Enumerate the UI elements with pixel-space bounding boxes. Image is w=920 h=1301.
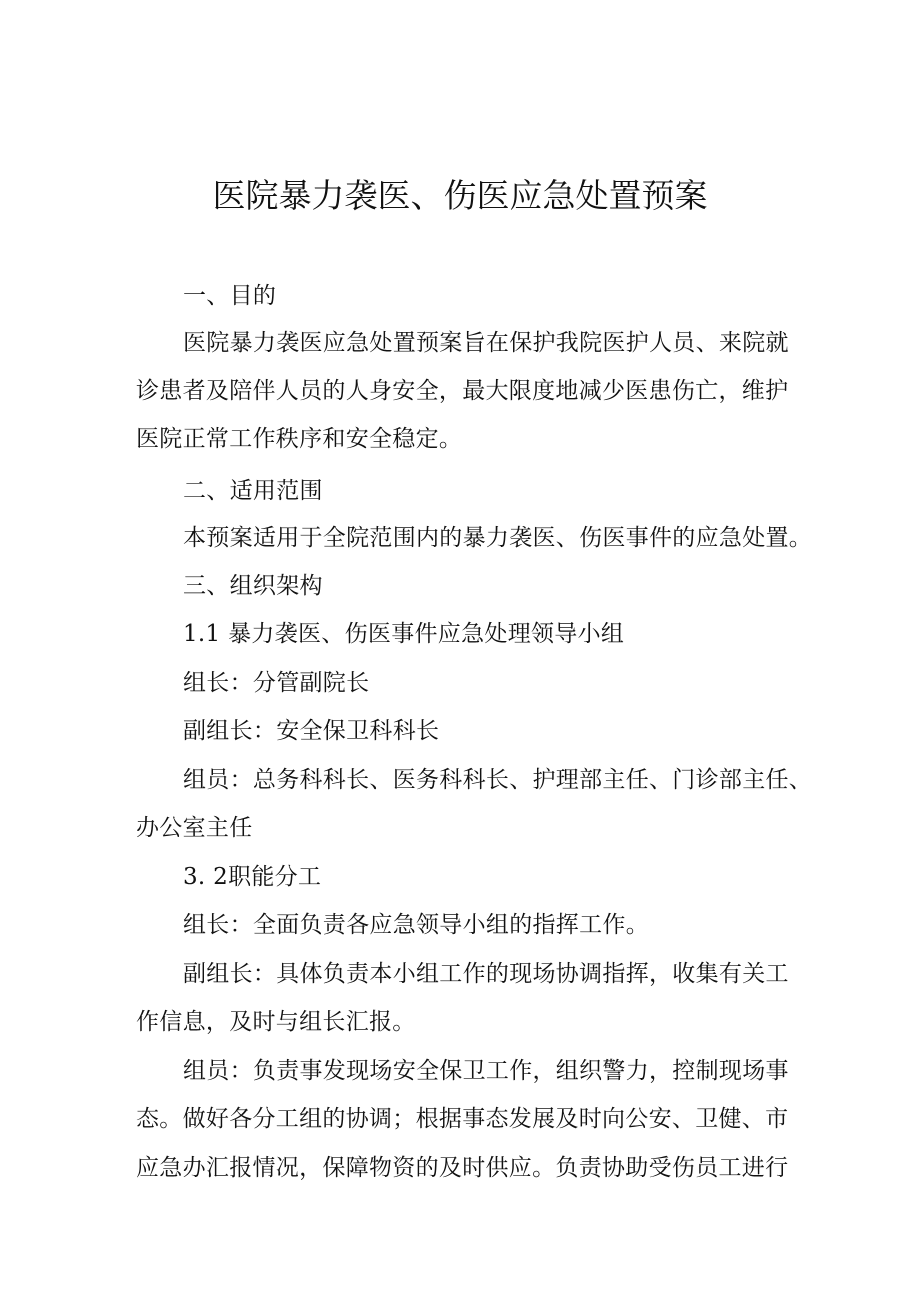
paragraph-line: 医院暴力袭医应急处置预案旨在保护我院医护人员、来院就 bbox=[183, 330, 789, 356]
paragraph-line: 组长：全面负责各应急领导小组的指挥工作。 bbox=[183, 912, 649, 938]
paragraph-line: 作信息，及时与组长汇报。 bbox=[136, 1009, 416, 1035]
paragraph-line: 1.1 暴力袭医、伤医事件应急处理领导小组 bbox=[183, 621, 625, 647]
paragraph-line: 副组长：安全保卫科科长 bbox=[183, 718, 440, 744]
paragraph-line: 组员：总务科科长、医务科科长、护理部主任、门诊部主任、 bbox=[183, 767, 813, 793]
section-heading-scope: 二、适用范围 bbox=[183, 478, 323, 504]
document-title: 医院暴力袭医、伤医应急处置预案 bbox=[212, 176, 708, 215]
paragraph-line: 态。做好各分工组的协调；根据事态发展及时向公安、卫健、市 bbox=[136, 1106, 789, 1132]
paragraph-line: 办公室主任 bbox=[136, 815, 253, 841]
paragraph-line: 组员：负责事发现场安全保卫工作，组织警力，控制现场事 bbox=[183, 1058, 789, 1084]
paragraph-line: 副组长：具体负责本小组工作的现场协调指挥，收集有关工 bbox=[183, 961, 789, 987]
paragraph-line: 3. 2职能分工 bbox=[183, 864, 322, 890]
paragraph-line: 医院正常工作秩序和安全稳定。 bbox=[136, 426, 463, 452]
paragraph-line: 诊患者及陪伴人员的人身安全，最大限度地减少医患伤亡，维护 bbox=[136, 378, 789, 404]
paragraph-line: 组长：分管副院长 bbox=[183, 670, 370, 696]
paragraph-line: 本预案适用于全院范围内的暴力袭医、伤医事件的应急处置。 bbox=[183, 525, 813, 551]
section-heading-organization: 三、组织架构 bbox=[183, 573, 323, 599]
paragraph-line: 应急办汇报情况，保障物资的及时供应。负责协助受伤员工进行 bbox=[136, 1155, 789, 1181]
section-heading-purpose: 一、目的 bbox=[183, 283, 277, 309]
